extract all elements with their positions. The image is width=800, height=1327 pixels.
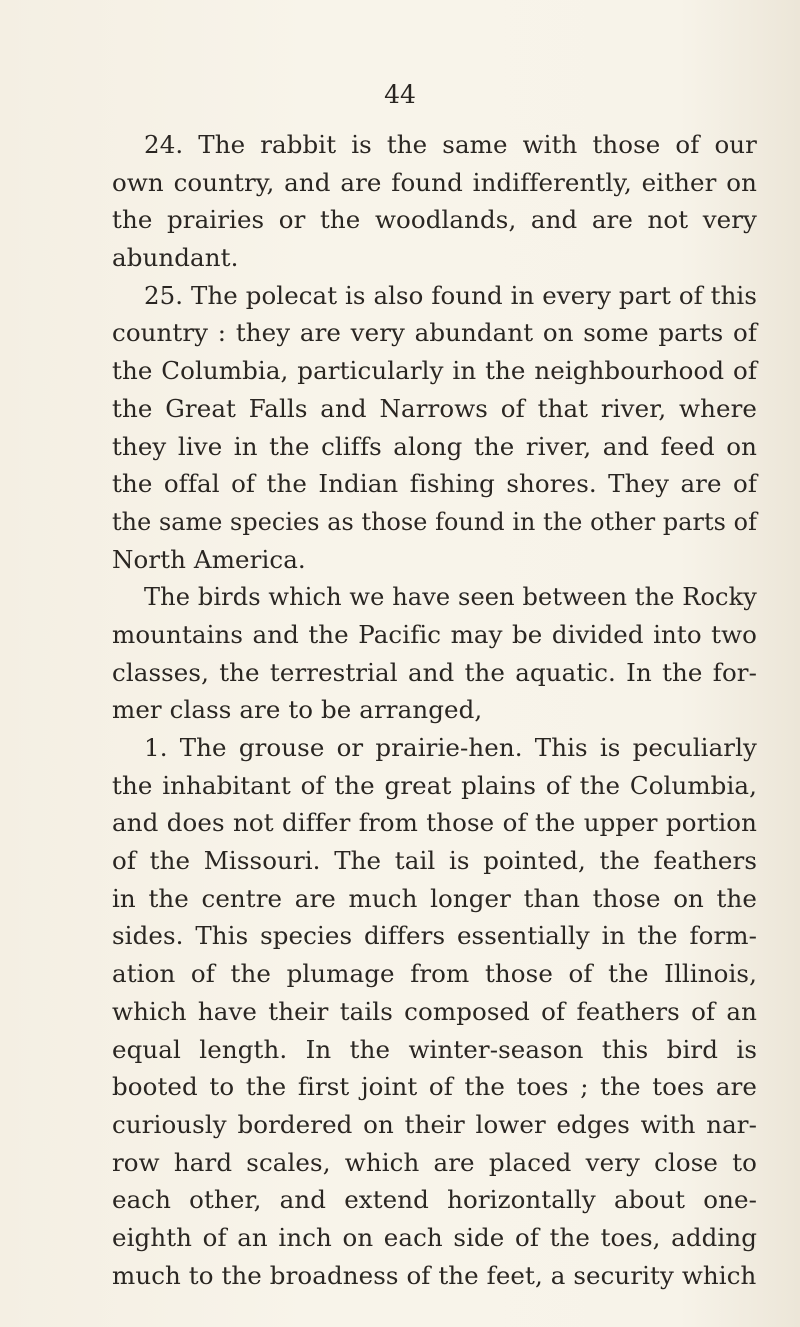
page-number: 44: [384, 80, 416, 109]
text-line: the prairies or the woodlands, and are not very: [112, 205, 757, 235]
text-line: curiously bordered on their lower edges with nar-: [112, 1109, 757, 1139]
text-line: which have their tails composed of feathers of an: [112, 996, 757, 1026]
text-line: classes, the terrestrial and the aquatic. In the for-: [112, 657, 757, 687]
body-text: [112, 126, 757, 1294]
text-line: the Great Falls and Narrows of that river, where: [112, 393, 757, 423]
text-line: the Columbia, particularly in the neighbourhood of: [112, 356, 757, 386]
text-line: mountains and the Pacific may be divided into two: [112, 619, 757, 649]
text-line: the offal of the Indian fishing shores. They are of: [112, 469, 757, 499]
text-line: and does not differ from those of the upper portion: [112, 808, 757, 838]
text-line: mer class are to be arranged,: [112, 695, 483, 725]
text-line: country : they are very abundant on some parts of: [112, 318, 757, 348]
text-line: own country, and are found indifferently, either on: [112, 167, 757, 197]
text-line: much to the broadness of the feet, a security which: [112, 1260, 757, 1290]
text-line: booted to the first joint of the toes ; the toes are: [112, 1072, 757, 1102]
text-line: each other, and extend horizontally about one-: [112, 1185, 757, 1215]
text-line: The birds which we have seen between the Rocky: [144, 582, 757, 612]
text-line: ation of the plumage from those of the Illinois,: [112, 959, 757, 989]
text-line: the same species as those found in the other parts of: [112, 506, 757, 536]
text-line: they live in the cliffs along the river, and feed on: [112, 431, 757, 461]
text-line: 24. The rabbit is the same with those of our: [144, 130, 757, 159]
text-line: North America.: [112, 544, 306, 574]
text-line: row hard scales, which are placed very close to: [112, 1147, 757, 1177]
text-line: eighth of an inch on each side of the toes, adding: [112, 1222, 757, 1252]
text-line: the inhabitant of the great plains of the Columbia,: [112, 770, 757, 800]
text-line: abundant.: [112, 243, 239, 273]
text-line: sides. This species differs essentially in the form-: [112, 921, 757, 951]
text-line: equal length. In the winter-season this bird is: [112, 1034, 757, 1064]
text-line: of the Missouri. The tail is pointed, the feathers: [112, 846, 757, 876]
text-line: 1. The grouse or prairie-hen. This is peculiarly: [144, 733, 757, 762]
text-line: in the centre are much longer than those on the: [112, 883, 757, 913]
text-line: 25. The polecat is also found in every part of this: [144, 280, 757, 310]
